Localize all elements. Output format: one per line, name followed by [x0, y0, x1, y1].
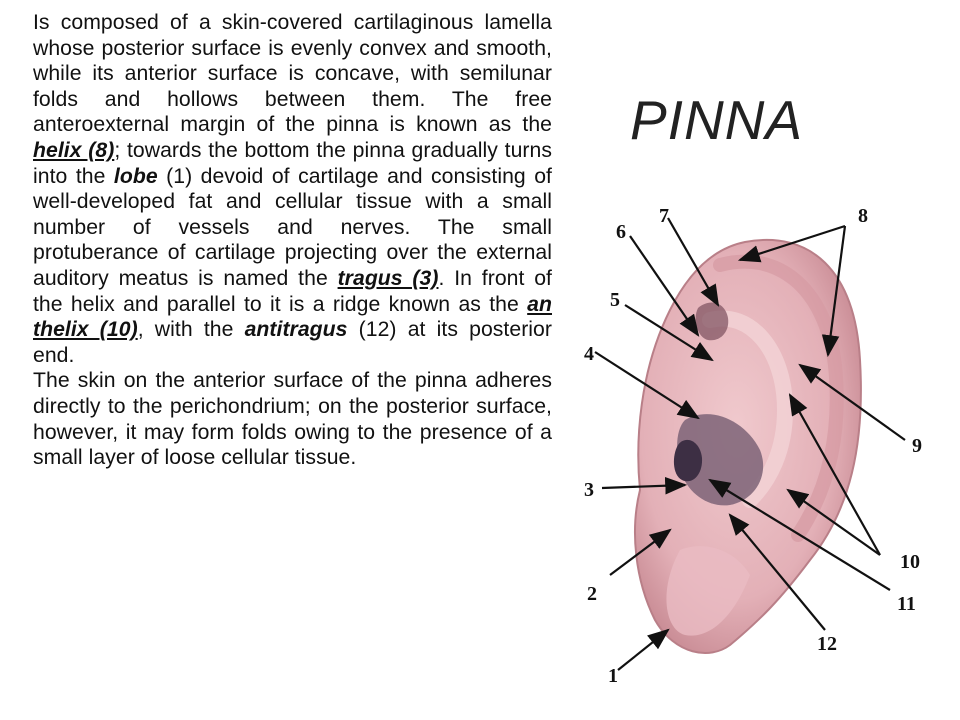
label-1: 1 — [608, 665, 618, 687]
label-11: 11 — [897, 593, 916, 615]
label-10: 10 — [900, 551, 920, 573]
label-12: 12 — [817, 633, 837, 655]
para1-text-2: ; towards the bottom the pinna gradually turns into the — [33, 138, 553, 188]
para1-text-3: (1) devoid of cartilage and consisting of well-developed fat and cellular tissue with a small number of vessels and nerves. The small protuberance of cartilage projecting over the external auditory meatus is named the — [33, 164, 552, 290]
label-9: 9 — [912, 435, 922, 457]
label-7: 7 — [659, 205, 669, 227]
para1-text-1: Is composed of a skin-covered cartilaginous lamella whose posterior surface is evenly convex and smooth, while its anterior surface is concave, with semilunar folds and hollows between them. The free anteroexternal margin of the pinna is known as the — [33, 11, 552, 137]
label-3: 3 — [584, 479, 594, 501]
label-2: 2 — [587, 583, 597, 605]
triangular-fossa — [696, 303, 729, 341]
label-8: 8 — [858, 205, 868, 227]
label-5: 5 — [610, 289, 620, 311]
para1-text-5: , with the — [137, 318, 245, 342]
para1-text-6: (12) at its posterior end. — [33, 318, 552, 367]
paragraph-2: The skin on the anterior surface of the pinna adheres directly to the perichondrium; on the posterior surface, however, it may form folds owing to the presence of a small layer of loose cellular tissue. — [33, 369, 552, 470]
label-6: 6 — [616, 221, 626, 243]
para1-text-4: . In front of the helix and parallel to it is a ridge known as the — [33, 266, 552, 316]
term-tragus: tragus (3) — [337, 266, 439, 290]
term-anthelix: an thelix (10) — [33, 292, 552, 342]
term-antitragus: antitragus — [244, 318, 348, 342]
body-text — [33, 10, 552, 471]
label-4: 4 — [584, 343, 594, 365]
slide-title: PINNA — [630, 89, 804, 151]
ear-illustration — [560, 190, 960, 720]
paragraph-1 — [33, 10, 552, 368]
term-lobe: lobe — [113, 164, 158, 188]
term-helix: helix (8) — [33, 138, 115, 162]
